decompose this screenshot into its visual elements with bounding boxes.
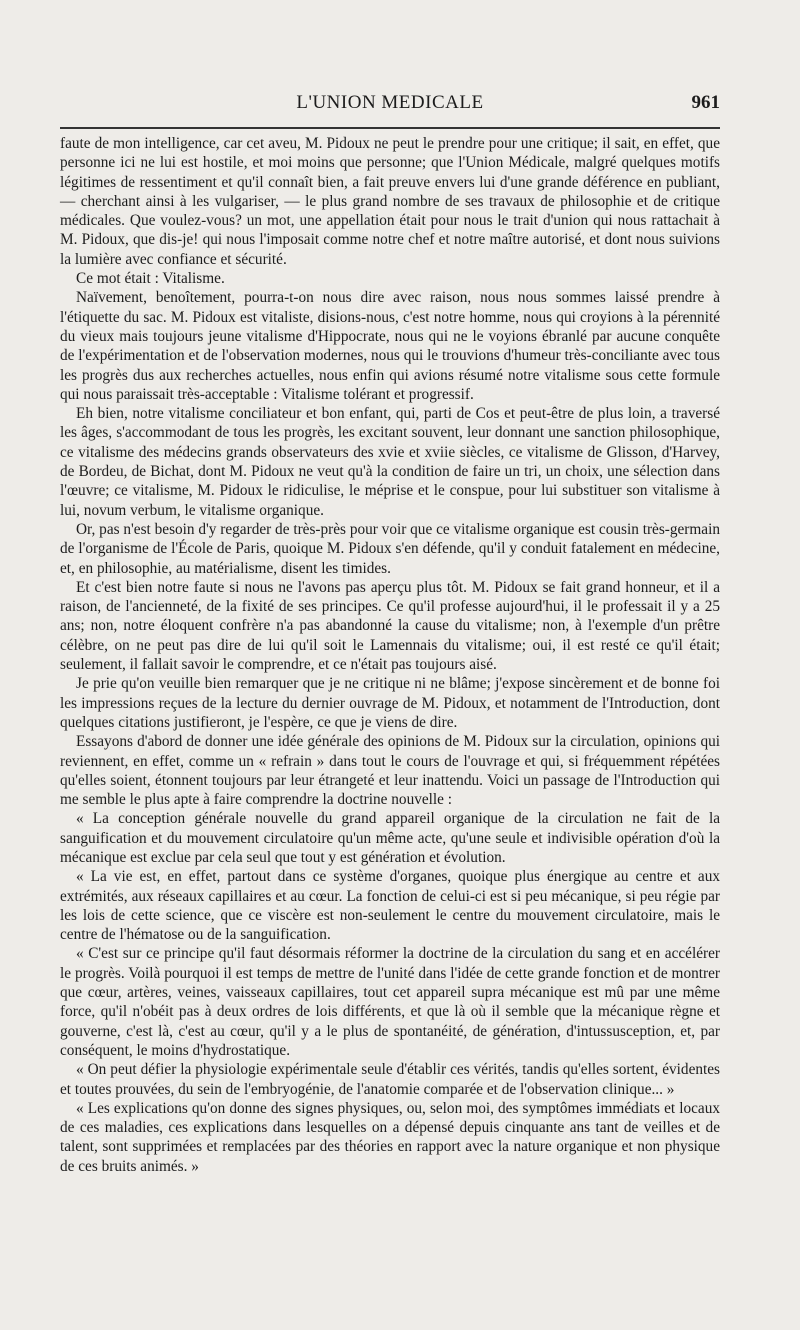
paragraph: « La vie est, en effet, partout dans ce système d'organes, quoique plus énergique au centre et aux extrémités, aux réseaux capillaires et au cœur. La fonction de celui-ci est si peu mécanique, si peu régie par les lois de cette science, que ce viscère est non-seulement le centre du mouvement circulatoire, mais le centre de l'hématose ou de la sanguification.: [60, 868, 720, 944]
paragraph: Et c'est bien notre faute si nous ne l'avons pas aperçu plus tôt. M. Pidoux se fait grand honneur, et il a raison, de l'ancienneté, de la fixité de ses principes. Ce qu'il professe aujourd'hui, il le professait il y a 25 ans; non, notre éloquent confrère n'a pas abandonné la cause du vitalisme; non, à l'exemple d'un prêtre célèbre, on ne peut pas dire de lui qu'il soit le Lamennais du vitalisme; oui, il est resté ce qu'il était; seulement, il fallait savoir le comprendre, et ce n'était pas toujours aisé.: [60, 578, 720, 674]
page-number: 961: [691, 92, 720, 113]
paragraph: Naïvement, benoîtement, pourra-t-on nous dire avec raison, nous nous sommes laissé prendre à l'étiquette du sac. M. Pidoux est vitaliste, disions-nous, c'est notre homme, nous qui croyions à la pérennité du vieux mais toujours jeune vitalisme d'Hippocrate, nous qui ne le voyions ébranlé par aucune conquête de l'expérimentation et de l'observation modernes, nous qui le trouvions d'humeur très-conciliante avec tous les progrès dus aux recherches actuelles, nous enfin qui avions résumé notre vitalisme sous cette formule qui nous paraissait très-acceptable : Vitalisme tolérant et progressif.: [60, 289, 720, 403]
paragraph: « Les explications qu'on donne des signes physiques, ou, selon moi, des symptômes immédiats et locaux de ces maladies, ces explications dans lesquelles on a dépensé depuis cinquante ans tant de veilles et de talent, sont supprimées et remplacées par des théories en rapport avec la nature organique et non physique de ces bruits animés. »: [60, 1099, 720, 1175]
paragraph: Je prie qu'on veuille bien remarquer que je ne critique ni ne blâme; j'expose sincèrement et de bonne foi les impressions reçues de la lecture du dernier ouvrage de M. Pidoux, et notamment de l'Introduction, dont quelques citations justifieront, je l'espère, ce que je viens de dire.: [60, 675, 720, 731]
paragraph: « On peut défier la physiologie expérimentale seule d'établir ces vérités, tandis qu'elles sortent, évidentes et toutes prouvées, du sein de l'embryogénie, de l'anatomie comparée et de l'observation clinique... »: [60, 1061, 720, 1098]
paragraph: Or, pas n'est besoin d'y regarder de très-près pour voir que ce vitalisme organique est cousin très-germain de l'organisme de l'École de Paris, quoique M. Pidoux s'en défende, qu'il y conduit fatalement en médecine, et, en philosophie, au matérialisme, disent les timides.: [60, 520, 720, 577]
running-title: L'UNION MEDICALE: [296, 92, 484, 113]
paragraph: Ce mot était : Vitalisme.: [76, 270, 225, 288]
paragraph: Eh bien, notre vitalisme conciliateur et bon enfant, qui, parti de Cos et peut-être de plus loin, a traversé les âges, s'accommodant de tous les progrès, les excitant souvent, leur donnant une sanction philosophique, ce vitalisme des médecins grands observateurs des xvie et xviie siècles, ce vitalisme de Glisson, d'Harvey, de Bordeu, de Bichat, dont M. Pidoux ne veut qu'à la condition de faire un tri, un choix, une sélection dans l'œuvre; ce vitalisme, M. Pidoux le ridiculise, le méprise et le conspue, pour lui substituer son vitalisme à lui, novum verbum, le vitalisme organique.: [60, 405, 720, 519]
body-text: [60, 134, 720, 1176]
paragraph: « C'est sur ce principe qu'il faut désormais réformer la doctrine de la circulation du sang et en accélérer le progrès. Voilà pourquoi il est temps de mettre de l'unité dans l'idée de cette grande fonction et de montrer que cœur, artères, veines, vaisseaux capillaires, tout cet appareil supra mécanique est mû par une même force, qu'il n'obéit pas à deux ordres de lois différents, et que là où il semble que la mécanique règne et gouverne, c'est là, c'est au cœur, qu'il y a le plus de spontanéité, de génération, d'intussusception, et, par conséquent, le moins d'hydrostatique.: [60, 945, 720, 1059]
paragraph: « La conception générale nouvelle du grand appareil organique de la circulation ne fait de la sanguification et du mouvement circulatoire qu'un même acte, qu'une seule et indivisible opération d'où la mécanique est exclue par cela seul que tout y est génération et évolution.: [60, 810, 720, 866]
page-header: [60, 92, 720, 122]
paragraph: Essayons d'abord de donner une idée générale des opinions de M. Pidoux sur la circulation, opinions qui reviennent, en effet, comme un « refrain » dans tout le cours de l'ouvrage et qui, si fréquemment répétées qu'elles soient, étonnent toujours par leur étrangeté et leur inattendu. Voici un passage de l'Introduction qui me semble le plus apte à faire comprendre la doctrine nouvelle :: [60, 733, 720, 809]
header-rule: [60, 127, 720, 129]
paragraph: faute de mon intelligence, car cet aveu, M. Pidoux ne peut le prendre pour une critique; il sait, en effet, que personne ici ne lui est hostile, et moi moins que personne; que l'Union Médicale, malgré quelques motifs légitimes de ressentiment et qu'il connaît bien, a fait preuve envers lui d'une grande déférence en publiant, — cherchant ainsi à les vulgariser, — le plus grand nombre de ses travaux de philosophie et de critique médicales. Que voulez-vous? un mot, une appellation était pour nous le trait d'union qui nous rattachait à M. Pidoux, que dis-je! qui nous l'imposait comme notre chef et notre maître autorisé, et dont nous suivions la lumière avec confiance et sécurité.: [60, 135, 720, 268]
